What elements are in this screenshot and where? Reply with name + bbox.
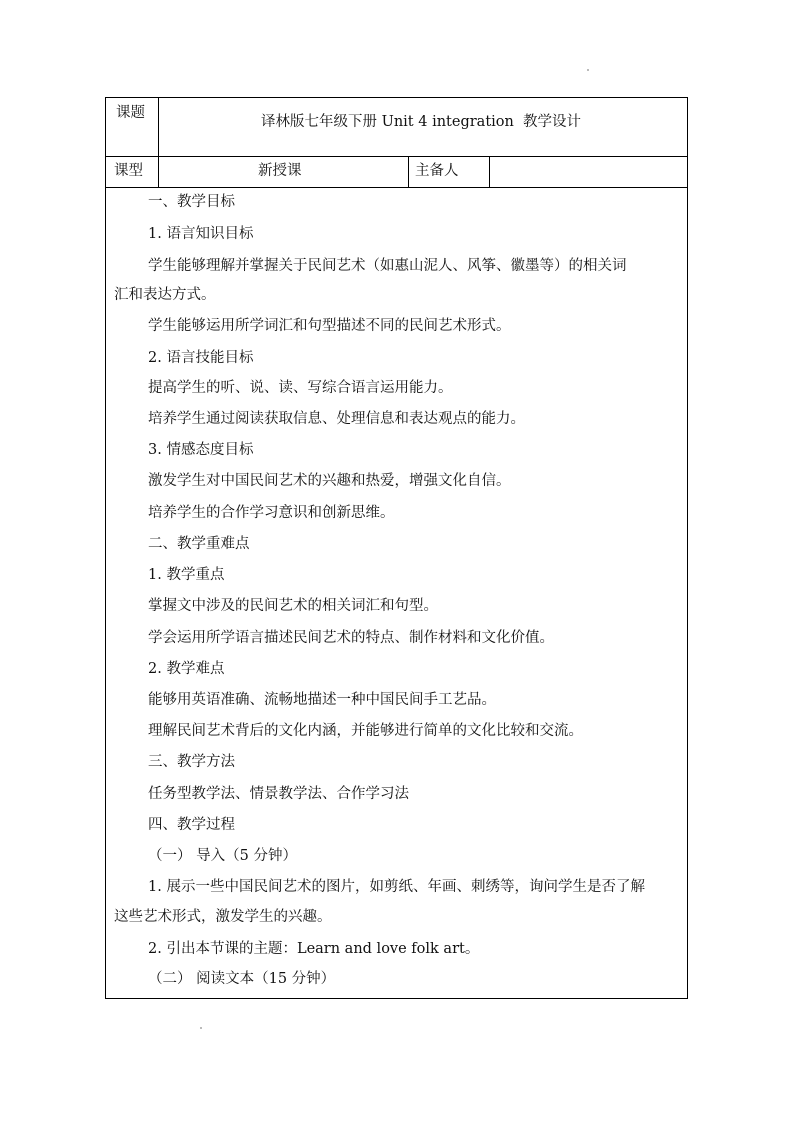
paragraph-line: 提高学生的听、说、读、写综合语言运用能力。 (148, 380, 453, 396)
lesson-type-value: 新授课 (258, 163, 302, 179)
section-heading: 二、教学重难点 (148, 536, 250, 552)
row-divider-1 (106, 156, 687, 157)
paragraph-line: 任务型教学法、情景教学法、合作学习法 (148, 786, 409, 802)
paragraph-line: 理解民间艺术背后的文化内涵，并能够进行简单的文化比较和交流。 (148, 723, 583, 739)
page-corner-mark (200, 1027, 202, 1029)
subsection-heading: 2. 教学难点 (148, 661, 225, 677)
paragraph-line: 汇和表达方式。 (114, 287, 216, 303)
paragraph-line: 学会运用所学语言描述民间艺术的特点、制作材料和文化价值。 (148, 630, 554, 646)
paragraph-line: 学生能够运用所学词汇和句型描述不同的民间艺术形式。 (148, 318, 511, 334)
paragraph-line: 培养学生的合作学习意识和创新思维。 (148, 505, 395, 521)
subsection-heading: 3. 情感态度目标 (148, 442, 254, 458)
col-divider-preparer (489, 156, 490, 187)
label-topic: 课题 (116, 105, 145, 121)
paragraph-line: 激发学生对中国民间艺术的兴趣和热爱，增强文化自信。 (148, 473, 511, 489)
paragraph-line: 掌握文中涉及的民间艺术的相关词汇和句型。 (148, 598, 438, 614)
subsection-heading: 1. 语言知识目标 (148, 226, 254, 242)
lesson-body (106, 187, 687, 998)
paragraph-line: 培养学生通过阅读获取信息、处理信息和表达观点的能力。 (148, 411, 525, 427)
page-title-suffix: 教学设计 (523, 114, 581, 130)
subsection-heading: 2. 语言技能目标 (148, 350, 254, 366)
paragraph-line: 这些艺术形式，激发学生的兴趣。 (114, 909, 332, 925)
paragraph-line: 能够用英语准确、流畅地描述一种中国民间手工艺品。 (148, 692, 496, 708)
col-divider-type (408, 156, 409, 187)
col-divider-label (158, 98, 159, 187)
label-lesson-type: 课型 (114, 163, 143, 179)
subsection-heading: （二） 阅读文本（15 分钟） (148, 971, 336, 987)
section-heading: 一、教学目标 (148, 194, 235, 210)
paragraph-line: 1. 展示一些中国民间艺术的图片，如剪纸、年画、刺绣等，询问学生是否了解 (148, 879, 645, 895)
lesson-plan-table (105, 97, 688, 999)
subsection-heading: （一） 导入（5 分钟） (148, 848, 297, 864)
paragraph-line: 学生能够理解并掌握关于民间艺术（如惠山泥人、风筝、徽墨等）的相关词 (148, 258, 627, 274)
paragraph-line: 2. 引出本节课的主题：Learn and love folk art。 (148, 941, 480, 957)
section-heading: 三、教学方法 (148, 754, 235, 770)
page-corner-mark (587, 69, 589, 71)
page-title: 译林版七年级下册 Unit 4 integration (261, 114, 514, 130)
section-heading: 四、教学过程 (148, 817, 235, 833)
label-preparer: 主备人 (415, 163, 459, 179)
subsection-heading: 1. 教学重点 (148, 567, 225, 583)
